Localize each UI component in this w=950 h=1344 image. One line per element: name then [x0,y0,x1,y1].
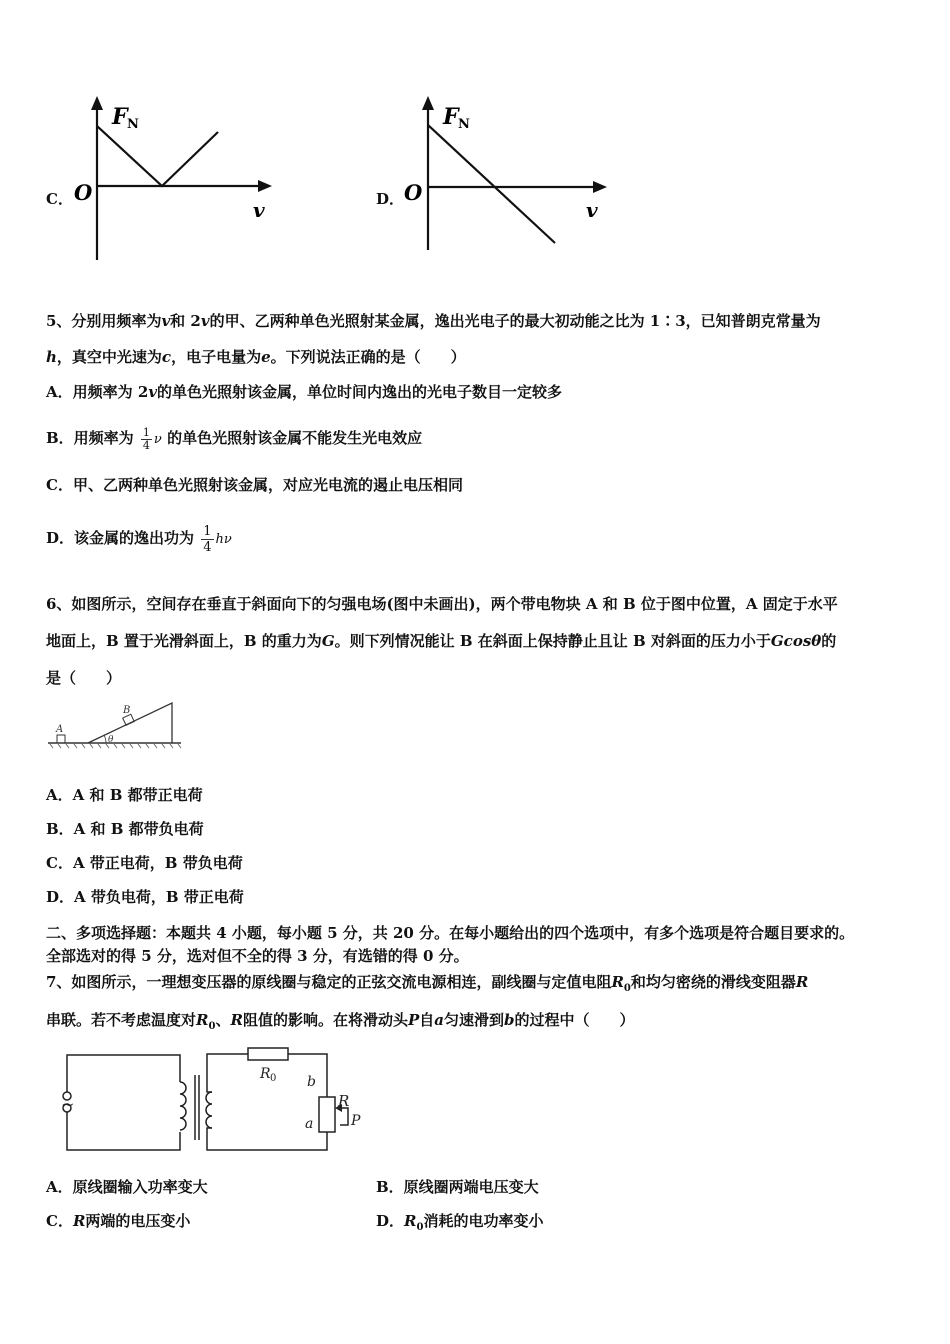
graph-c-y-sub: N [127,117,139,132]
q7-ac-source-symbol: ~ [61,1095,75,1114]
q5-option-b[interactable]: B．用频率为 $\frac{1}{4}$ ν 的单色光照射该金属不能发生光电效应 [46,425,423,452]
option-c-label: C． [46,190,73,208]
q6-label-theta: θ [108,735,114,745]
q6-label-b: B [123,705,131,716]
graph-c-y-label: F [112,104,128,130]
q5-option-b-fraction: $\frac{1}{4}$ [142,425,150,452]
q5-option-c[interactable]: C．甲、乙两种单色光照射该金属，对应光电流的遏止电压相同 [46,476,463,494]
q5-stem-line2: h，真空中光速为c，电子电量为e。下列说法正确的是（ ） [46,348,466,366]
q5-stem-line1: 5、分别用频率为v和 2v的甲、乙两种单色光照射某金属，逸出光电子的最大初动能之比为 1∶3，已知普朗克常量为 [46,312,821,330]
graph-c-curve [97,126,218,186]
graph-c-y-arrow [91,96,103,110]
graph-c-x-arrow [258,180,272,192]
q7-fig-r0-sub: 0 [270,1073,277,1084]
graph-d-y-arrow [422,96,434,110]
q7-fig-p: P [351,1113,361,1129]
graph-d [400,90,615,255]
graph-c-origin: O [74,180,93,205]
q7-option-b[interactable]: B．原线圈两端电压变大 [376,1178,539,1196]
q6-label-a: A [56,724,64,735]
q6-stem-line3: 是（ ） [46,669,122,687]
graph-d-y-sub: N [458,117,470,132]
q6-incline-figure [46,700,186,750]
q6-option-b[interactable]: B．A 和 B 都带负电荷 [46,820,204,838]
q5-option-d-fraction: $\frac{1}{4}$ [203,523,212,555]
q7-circuit-figure [55,1040,375,1160]
q6-block-a [57,735,65,743]
q5-option-a[interactable]: A．用频率为 2v的单色光照射该金属，单位时间内逸出的光电子数目一定较多 [46,383,563,401]
q7-fig-r0: R [260,1066,271,1082]
q6-option-a[interactable]: A．A 和 B 都带正电荷 [46,786,203,804]
q7-stem-line2: 串联。若不考虑温度对$R_0$、R阻值的影响。在将滑动头P自a匀速滑到b的过程中（ ） [46,1011,635,1032]
graph-d-x-arrow [593,181,607,193]
q6-stem-line2: 地面上，B 置于光滑斜面上，B 的重力为G。则下列情况能让 B 在斜面上保持静止且让 B 对斜面的压力小于Gcosθ的 [46,632,837,650]
q6-option-d[interactable]: D．A 带负电荷，B 带正电荷 [46,888,244,906]
q5-option-d[interactable]: D．该金属的逸出功为 $\frac{1}{4}$ hν [46,523,232,555]
q7-fig-a: a [305,1116,314,1132]
section2-heading-line1: 二、多项选择题：本题共 4 小题，每小题 5 分，共 20 分。在每小题给出的四个选项中，有多个选项是符合题目要求的。 [46,924,855,942]
option-d-label: D． [376,190,405,208]
graph-d-line [428,125,555,243]
section2-heading-line2: 全部选对的得 5 分，选对但不全的得 3 分，有选错的得 0 分。 [46,947,469,965]
q7-fig-b: b [307,1074,316,1090]
q7-option-c[interactable]: C．R两端的电压变小 [46,1212,191,1230]
q6-option-c[interactable]: C．A 带正电荷，B 带负电荷 [46,854,243,872]
graph-d-y-label: F [443,104,459,130]
q7-stem-line1: 7、如图所示，一理想变压器的原线圈与稳定的正弦交流电源相连，副线圈与定值电阻$R_0$和均匀密绕的滑线变阻器R [46,973,809,994]
graph-d-x-label: v [586,198,598,222]
graph-d-origin: O [404,180,423,205]
q7-option-d[interactable]: D．$R_0$消耗的电功率变小 [376,1212,544,1233]
q6-stem-line1: 6、如图所示，空间存在垂直于斜面向下的匀强电场(图中未画出)，两个带电物块 A 和 B 位于图中位置，A 固定于水平 [46,595,838,613]
graph-c-x-label: v [253,198,265,222]
graph-c [70,90,280,265]
q7-option-a[interactable]: A．原线圈输入功率变大 [46,1178,208,1196]
q7-fig-r: R [338,1092,350,1110]
